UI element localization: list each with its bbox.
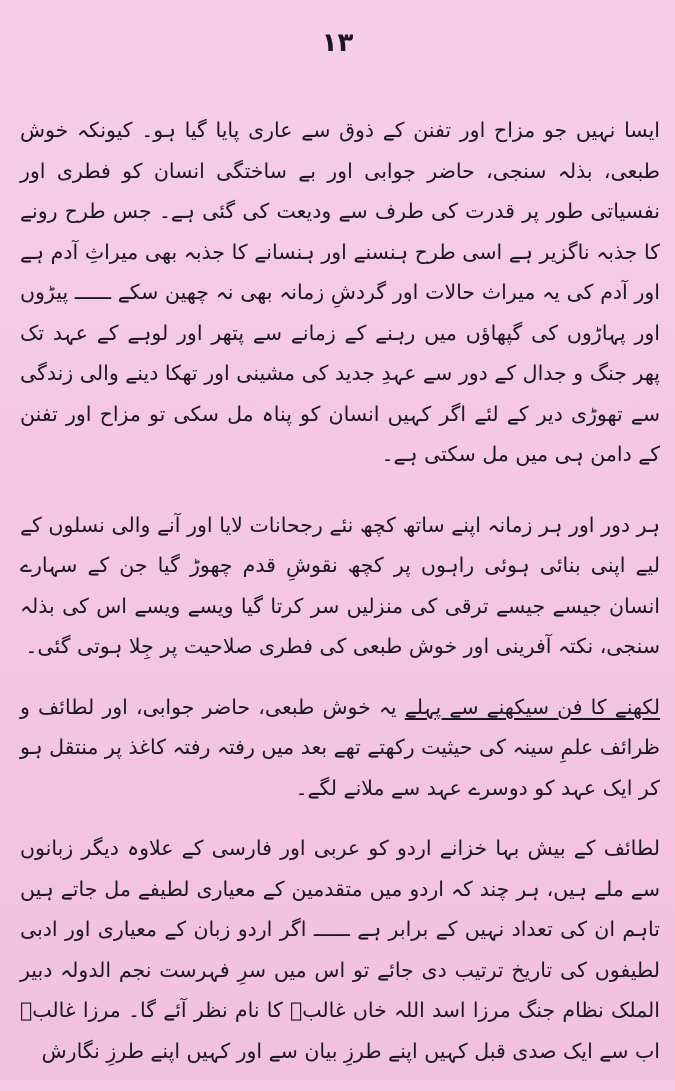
page-number: ۱۳ [321, 28, 354, 58]
paragraph-3 [20, 687, 660, 809]
paragraph-2: ہر دور اور ہر زمانہ اپنے ساتھ کچھ نئے رجحانات لایا اور آنے والی نسلوں کے لیے اپنی بنائی ہوئی راہوں پر کچھ نقوشِ قدم چھوڑ گیا جن کے سہارے انسان جیسے جیسے ترقی کی منزلیں سر کرتا گیا ویسے ویسے اس کی بذلہ سنجی، نکتہ آفرینی اور خوش طبعی کی فطری صلاحیت پر جِلا ہوتی گئی۔ [20, 512, 660, 658]
paragraph-1: ایسا نہیں جو مزاح اور تفنن کے ذوق سے عاری پایا گیا ہو۔ کیونکہ خوش طبعی، بذلہ سنجی، حاضر جوابی اور بے ساختگی انسان کو فطری اور نفسیاتی طور پر قدرت کی طرف سے ودیعت کی گئی ہے۔ جس طرح رونے کا جذبہ ناگزیر ہے اسی طرح ہنسنے اور ہنسانے کا جذبہ بھی میراثِ آدم ہے اور آدم کی یہ میراث حالات اور گردشِ زمانہ بھی نہ چھین سکے ــــــ پیڑوں اور پہاڑوں کی گپھاؤں میں رہنے کے زمانے سے پتھر اور لوہے کے عہد تک پھر جنگ و جدال کے دور سے عہدِ جدید کی مشینی اور تھکا دینے والی زندگی سے تھوڑی دیر کے لئے اگر کہیں انسان کو پناہ مل سکی تو مزاح اور تفنن کے دامن ہی میں مل سکتی ہے۔ [20, 118, 660, 466]
paragraph-3-text: یہ خوش طبعی، حاضر جوابی، اور لطائف و ظرائف علمِ سینہ کی حیثیت رکھتے تھے بعد میں رفتہ رفتہ کاغذ پر منتقل ہو کر ایک عہد کو دوسرے عہد سے ملانے لگے۔ [20, 694, 660, 800]
paragraph-4: لطائف کے بیش بہا خزانے اردو کو عربی اور فارسی کے علاوہ دیگر زبانوں سے ملے ہیں، ہر چند کہ اردو میں متقدمین کے معیاری لطیفے مل جاتے ہیں تاہم ان کی تعداد نہیں کے برابر ہے ــــــ اگر اردو زبان کے معیاری اور ادبی لطیفوں کی تاریخ ترتیب دی جائے تو اس میں سرِ فہرست نجم الدولہ دبیر الملک نظام جنگ مرزا اسد اللہ خاں غالبؔ کا نام نظر آئے گا۔ مرزا غالبؔ اب سے ایک صدی قبل کہیں اپنے طرزِ بیان سے اور کہیں اپنے طرزِ نگارش [20, 836, 660, 1063]
paragraph-3-underlined-lead: لکھنے کا فن سیکھنے سے پہلے [404, 694, 660, 719]
page-body [20, 110, 660, 1091]
